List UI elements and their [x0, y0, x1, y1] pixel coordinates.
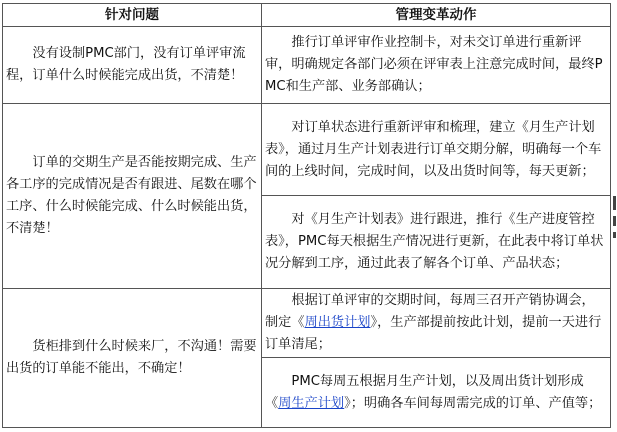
action-text: PMC每周五根据月生产计划，以及周出货计划形成《 — [265, 373, 584, 411]
header-row — [3, 4, 611, 27]
table-row — [3, 27, 611, 104]
weekly-shipment-plan-link[interactable]: 周出货计划 — [304, 315, 371, 330]
action-text: 》，生产部提前按此计划，提前一天进行订单清尾； — [265, 315, 602, 352]
issue-cell: 订单的交期生产是否能按期完成、生产各工序的完成情况是否有跟进、尾数在哪个工序、什么时候能完成、什么时候能出货，不清楚！ — [3, 104, 262, 289]
action-cell: 对订单状态进行重新评审和梳理，建立《月生产计划表》，通过月生产计划表进行订单交期分解，明确每一个车间的上线时间，完成时间，以及出货时间等，每天更新； — [262, 104, 611, 196]
action-cell — [262, 358, 611, 428]
issue-cell: 货柜排到什么时候来厂，不沟通！需要出货的订单能不能出，不确定！ — [3, 289, 262, 428]
scroll-tick — [613, 196, 616, 210]
action-text: 根据订单评审的交期时间，每周三召开产销协调会，制定《 — [265, 293, 595, 330]
header-issue: 针对问题 — [3, 4, 262, 27]
table-row — [3, 104, 611, 196]
issue-cell: 没有设制PMC部门，没有订单评审流程，订单什么时候能完成出货，不清楚！ — [3, 27, 262, 104]
issue-action-table — [2, 3, 611, 428]
table-row — [3, 289, 611, 358]
action-cell — [262, 289, 611, 358]
weekly-production-plan-link[interactable]: 周生产计划 — [278, 395, 345, 411]
action-cell: 对《月生产计划表》进行跟进，推行《生产进度管控表》，PMC每天根据生产情况进行更新，在此表中将订单状况分解到工序，通过此表了解各个订单、产品状态； — [262, 196, 611, 289]
action-text: 》；明确各车间每周需完成的订单、产值等； — [344, 395, 602, 411]
scroll-tick — [613, 232, 616, 238]
scroll-tick — [613, 216, 616, 226]
header-action: 管理变革动作 — [262, 4, 611, 27]
action-cell: 推行订单评审作业控制卡，对未交订单进行重新评审，明确规定各部门必须在评审表上注意完成时间，最终PMC和生产部、业务部确认； — [262, 27, 611, 104]
scrollbar-marks — [613, 196, 616, 244]
